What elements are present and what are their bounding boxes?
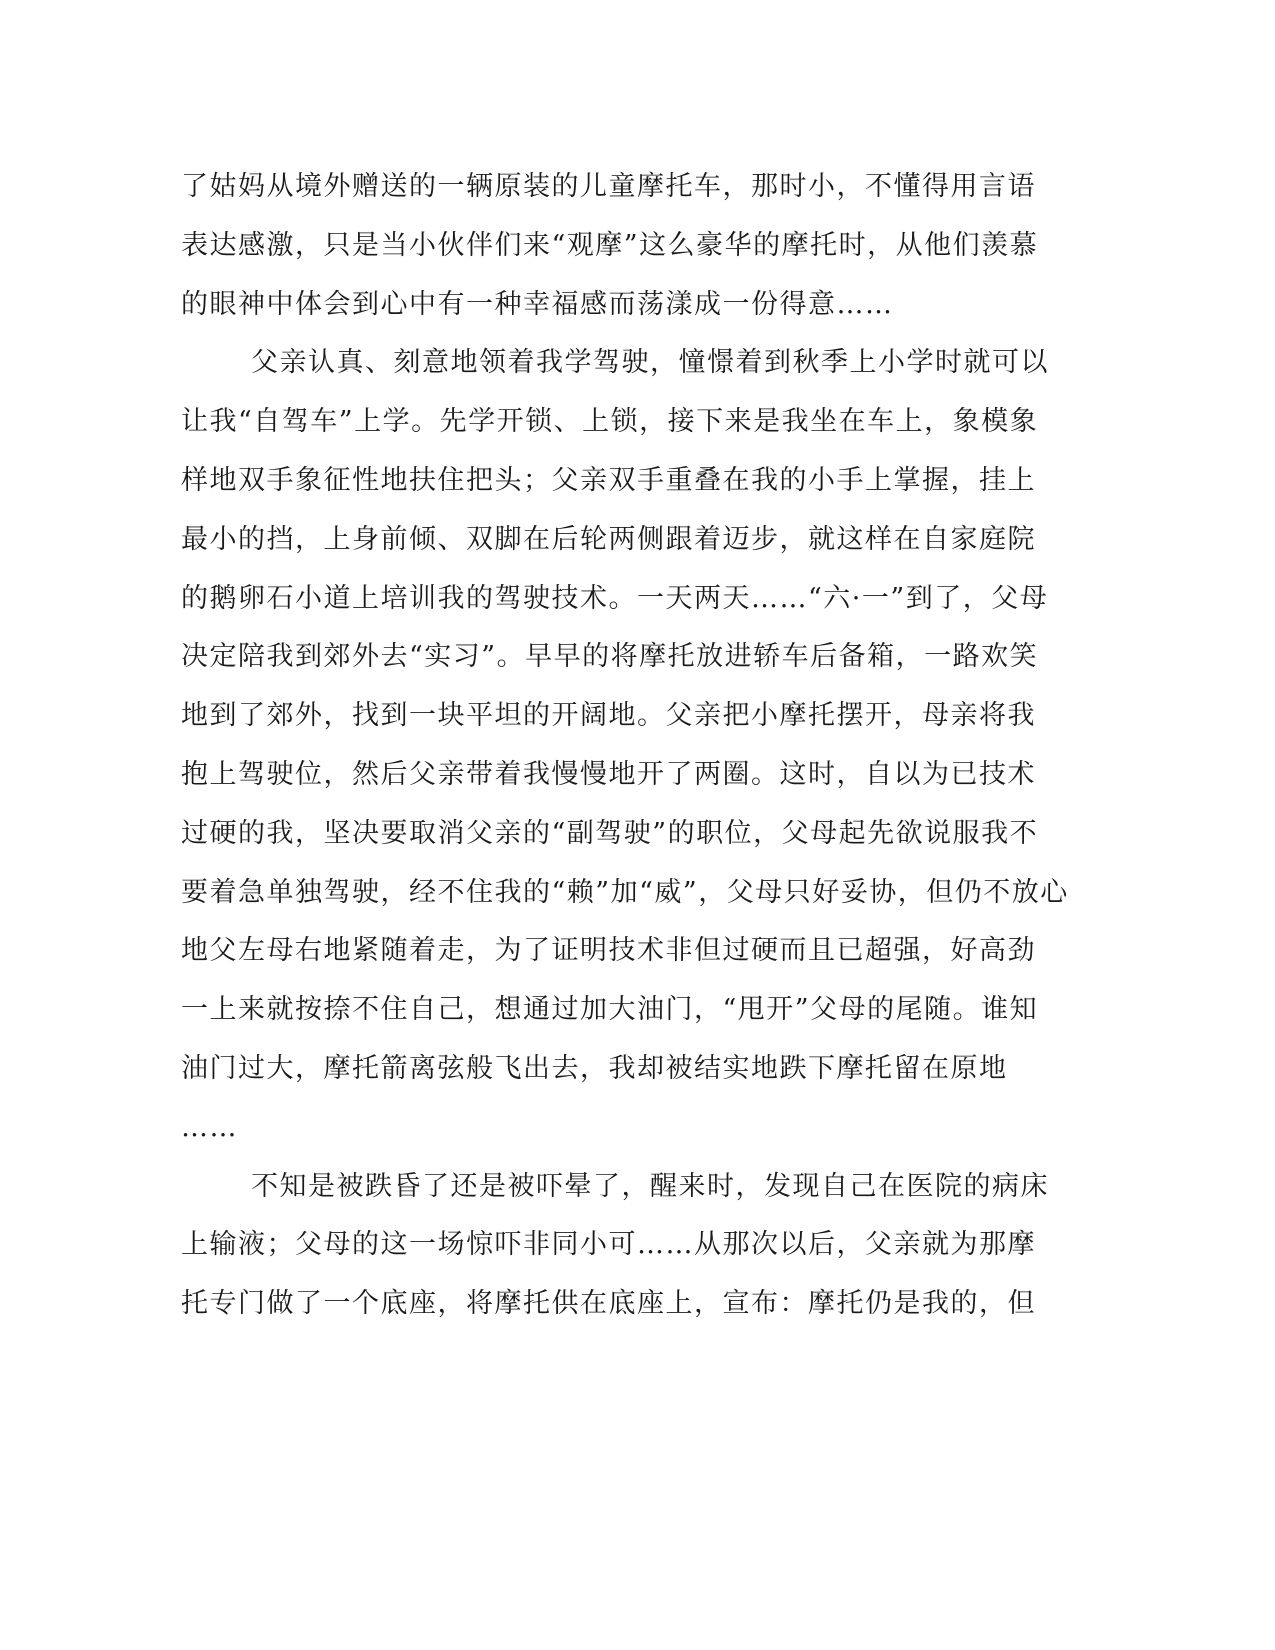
- body-text: [181, 158, 1069, 1334]
- paragraph-first-line: 不知是被跌昏了还是被吓晕了，醒来时，发现自己在医院的病床: [251, 1170, 1049, 1202]
- text-line: 地到了郊外，找到一块平坦的开阔地。父亲把小摩托摆开，母亲将我: [181, 700, 1036, 732]
- text-line: 样地双手象征性地扶住把头；父亲双手重叠在我的小手上掌握，挂上: [181, 464, 1036, 496]
- text-line: ……: [181, 1111, 238, 1143]
- text-line: 托专门做了一个底座，将摩托供在底座上，宣布：摩托仍是我的，但: [181, 1288, 1036, 1320]
- text-line: 决定陪我到郊外去“实习”。早早的将摩托放进轿车后备箱，一路欢笑: [181, 641, 1039, 673]
- text-line: 的眼神中体会到心中有一种幸福感而荡漾成一份得意……: [181, 288, 894, 320]
- text-line: 地父左母右地紧随着走，为了证明技术非但过硬而且已超强，好高劲: [181, 935, 1036, 967]
- text-line: 要着急单独驾驶，经不住我的“赖”加“威”，父母只好妥协，但仍不放心: [181, 876, 1069, 908]
- text-line: 让我“自驾车”上学。先学开锁、上锁，接下来是我坐在车上，象模象: [181, 406, 1039, 438]
- text-line: 了姑妈从境外赠送的一辆原装的儿童摩托车，那时小，不懂得用言语: [181, 171, 1036, 202]
- text-line: 油门过大，摩托箭离弦般飞出去，我却被结实地跌下摩托留在原地: [181, 1052, 1008, 1084]
- text-line: 抱上驾驶位，然后父亲带着我慢慢地开了两圈。这时，自以为已技术: [181, 758, 1036, 790]
- text-line: 上输液；父母的这一场惊吓非同小可……从那次以后，父亲就为那摩: [181, 1229, 1036, 1261]
- text-line: 过硬的我，坚决要取消父亲的“副驾驶”的职位，父母起先欲说服我不: [181, 817, 1039, 849]
- text-line: 的鹅卵石小道上培训我的驾驶技术。一天两天……“六·一”到了，父母: [181, 582, 1049, 614]
- text-line: 一上来就按捺不住自己，想通过加大油门，“甩开”父母的尾随。谁知: [181, 994, 1039, 1026]
- text-line: 最小的挡，上身前倾、双脚在后轮两侧跟着迈步，就这样在自家庭院: [181, 523, 1036, 555]
- text-line: 表达感激，只是当小伙伴们来“观摩”这么豪华的摩托时，从他们羡慕: [181, 229, 1039, 261]
- paragraph-first-line: 父亲认真、刻意地领着我学驾驶，憧憬着到秋季上小学时就可以: [251, 347, 1049, 379]
